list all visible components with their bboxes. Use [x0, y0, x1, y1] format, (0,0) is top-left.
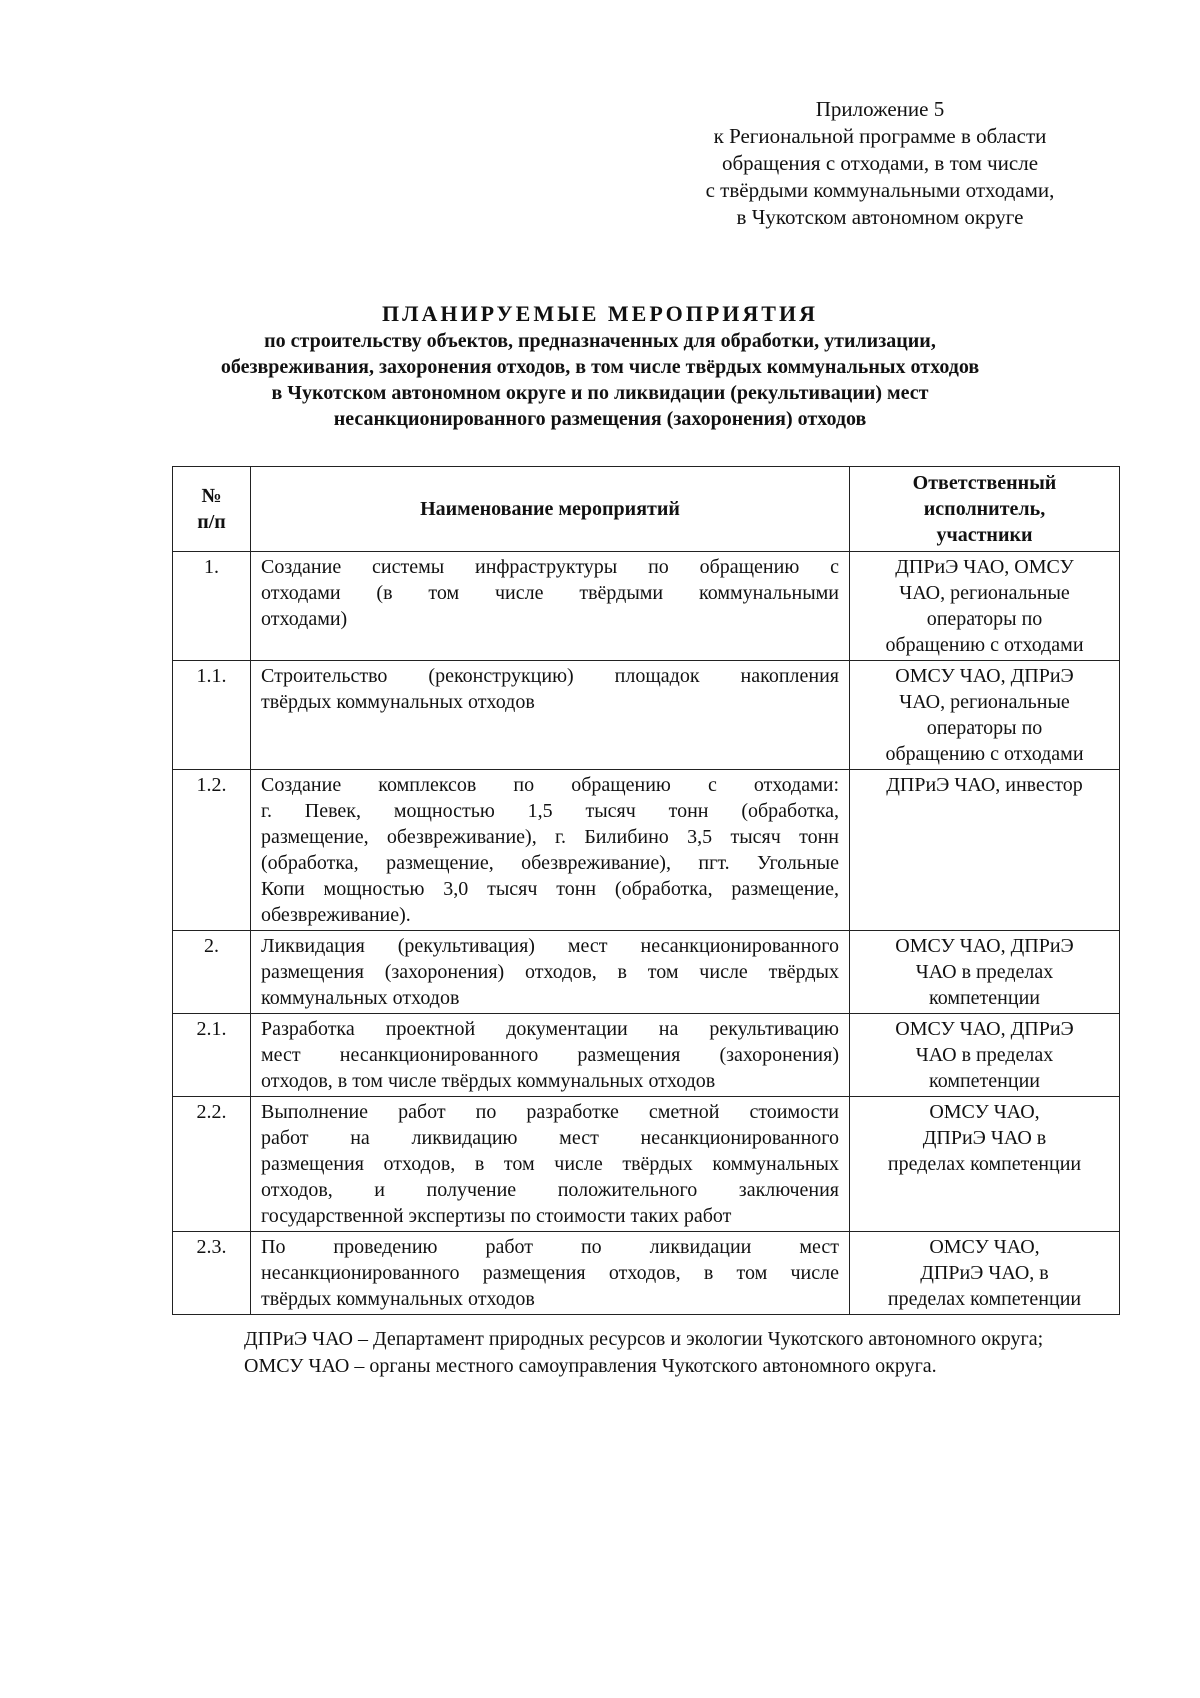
measures-table — [172, 466, 1120, 1315]
row-measure-name — [251, 1232, 850, 1315]
row-measure-name — [251, 661, 850, 770]
responsible-line: обращению с отходами — [885, 743, 1084, 765]
measure-name-line: Создание системы инфраструктуры по обращению с — [261, 556, 839, 578]
measure-name-line: Строительство (реконструкцию) площадок накопления — [261, 665, 839, 687]
header-responsible-line: Ответственный — [912, 472, 1057, 494]
responsible-line: ДПРиЭ ЧАО в — [922, 1127, 1047, 1149]
responsible-line: ЧАО в пределах — [915, 1044, 1054, 1066]
row-number: 2.1. — [173, 1014, 251, 1097]
row-measure-name — [251, 552, 850, 661]
header-name: Наименование мероприятий — [251, 467, 850, 552]
responsible-line: пределах компетенции — [887, 1288, 1082, 1310]
responsible-line: ЧАО, региональные — [899, 691, 1070, 713]
row-responsible — [850, 931, 1120, 1014]
document-subtitle-line: несанкционированного размещения (захоронения) отходов — [333, 408, 867, 430]
table-row — [173, 1097, 1120, 1232]
measure-name-line: мест несанкционированного размещения (захоронения) — [261, 1044, 839, 1066]
responsible-line: обращению с отходами — [885, 634, 1084, 656]
measure-name-line: (обработка, размещение, обезвреживание), пгт. Угольные — [261, 852, 839, 874]
table-row — [173, 552, 1120, 661]
measure-name-line: несанкционированного размещения отходов, в том числе — [261, 1262, 839, 1284]
measure-name-line: Создание комплексов по обращению с отходами: — [261, 774, 839, 796]
measure-name-line: Выполнение работ по разработке сметной стоимости — [261, 1101, 839, 1123]
row-number: 1.2. — [173, 770, 251, 931]
measure-name-line: размещения (захоронения) отходов, в том числе твёрдых — [261, 961, 839, 983]
note-dpr: ДПРиЭ ЧАО – Департамент природных ресурсов и экологии Чукотского автономного округа; — [244, 1328, 1044, 1350]
measure-name-line: По проведению работ по ликвидации мест — [261, 1236, 839, 1258]
table-body — [173, 552, 1120, 1315]
row-responsible — [850, 1232, 1120, 1315]
document-title: ПЛАНИРУЕМЫЕ МЕРОПРИЯТИЯ — [382, 301, 818, 326]
table-header-row — [173, 467, 1120, 552]
measure-name-line: г. Певек, мощностью 1,5 тысяч тонн (обработка, — [261, 800, 839, 822]
row-responsible — [850, 552, 1120, 661]
responsible-line: операторы по — [926, 717, 1043, 739]
row-responsible — [850, 1097, 1120, 1232]
document-subtitle-line: в Чукотском автономном округе и по ликвидации (рекультивации) мест — [271, 382, 929, 404]
header-responsible-line: участники — [936, 524, 1033, 546]
measure-name-line: обезвреживание). — [261, 904, 411, 926]
row-number: 2.2. — [173, 1097, 251, 1232]
row-measure-name — [251, 1014, 850, 1097]
measure-name-line: коммунальных отходов — [261, 987, 460, 1009]
abbreviation-notes — [172, 1326, 1120, 1380]
responsible-line: операторы по — [926, 608, 1043, 630]
responsible-line: пределах компетенции — [887, 1153, 1082, 1175]
responsible-line: ЧАО в пределах — [915, 961, 1054, 983]
row-measure-name — [251, 770, 850, 931]
document-subtitle-line: по строительству объектов, предназначенных для обработки, утилизации, — [264, 330, 936, 352]
row-measure-name — [251, 1097, 850, 1232]
measure-name-line: отходов, в том числе твёрдых коммунальных отходов — [261, 1070, 716, 1092]
responsible-line: ОМСУ ЧАО, ДПРиЭ — [895, 1018, 1074, 1040]
measure-name-line: твёрдых коммунальных отходов — [261, 1288, 535, 1310]
responsible-line: ДПРиЭ ЧАО, ОМСУ — [895, 556, 1074, 578]
measure-name-line: размещения отходов, в том числе твёрдых коммунальных — [261, 1153, 839, 1175]
measure-name-line: отходами (в том числе твёрдыми коммунальными — [261, 582, 839, 604]
row-responsible — [850, 661, 1120, 770]
measure-name-line: твёрдых коммунальных отходов — [261, 691, 535, 713]
measure-name-line: Копи мощностью 3,0 тысяч тонн (обработка, размещение, — [261, 878, 839, 900]
annex-line: с твёрдыми коммунальными отходами, — [705, 178, 1055, 202]
annex-line: к Региональной программе в области — [713, 124, 1047, 148]
measure-name-line: Разработка проектной документации на рекультивацию — [261, 1018, 839, 1040]
responsible-line: ОМСУ ЧАО, ДПРиЭ — [895, 935, 1074, 957]
header-number-symbol: № — [201, 485, 222, 507]
measure-name-line: государственной экспертизы по стоимости таких работ — [261, 1205, 732, 1227]
table-row — [173, 770, 1120, 931]
responsible-line: ОМСУ ЧАО, — [929, 1101, 1040, 1123]
measure-name-line: отходами) — [261, 608, 348, 630]
row-responsible — [850, 1014, 1120, 1097]
header-number-abbr: п/п — [197, 511, 226, 533]
row-number: 2.3. — [173, 1232, 251, 1315]
header-responsible — [850, 467, 1120, 552]
table-row — [173, 661, 1120, 770]
responsible-line: ОМСУ ЧАО, — [929, 1236, 1040, 1258]
responsible-line: компетенции — [929, 987, 1040, 1009]
responsible-line: компетенции — [929, 1070, 1040, 1092]
row-measure-name — [251, 931, 850, 1014]
document-subtitle-line: обезвреживания, захоронения отходов, в том числе твёрдых коммунальных отходов — [220, 356, 980, 378]
note-omsu: ОМСУ ЧАО – органы местного самоуправления Чукотского автономного округа. — [244, 1355, 937, 1377]
header-number — [173, 467, 251, 552]
table-row — [173, 931, 1120, 1014]
row-number: 2. — [173, 931, 251, 1014]
table-row — [173, 1014, 1120, 1097]
measure-name-line: отходов, и получение положительного заключения — [261, 1179, 839, 1201]
responsible-line: ДПРиЭ ЧАО, в — [920, 1262, 1049, 1284]
annex-line: обращения с отходами, в том числе — [721, 151, 1039, 175]
measure-name-line: Ликвидация (рекультивация) мест несанкционированного — [261, 935, 839, 957]
row-number: 1. — [173, 552, 251, 661]
document-title-block — [160, 300, 1040, 432]
responsible-line: ДПРиЭ ЧАО, инвестор — [886, 774, 1083, 796]
annex-line: Приложение 5 — [815, 97, 945, 121]
responsible-line: ОМСУ ЧАО, ДПРиЭ — [895, 665, 1074, 687]
header-responsible-line: исполнитель, — [923, 498, 1046, 520]
annex-header — [660, 96, 1100, 231]
responsible-line: ЧАО, региональные — [899, 582, 1070, 604]
measure-name-line: размещение, обезвреживание), г. Билибино 3,5 тысяч тонн — [261, 826, 839, 848]
annex-line: в Чукотском автономном округе — [736, 205, 1024, 229]
measure-name-line: работ на ликвидацию мест несанкционированного — [261, 1127, 839, 1149]
table-row — [173, 1232, 1120, 1315]
row-responsible — [850, 770, 1120, 931]
row-number: 1.1. — [173, 661, 251, 770]
